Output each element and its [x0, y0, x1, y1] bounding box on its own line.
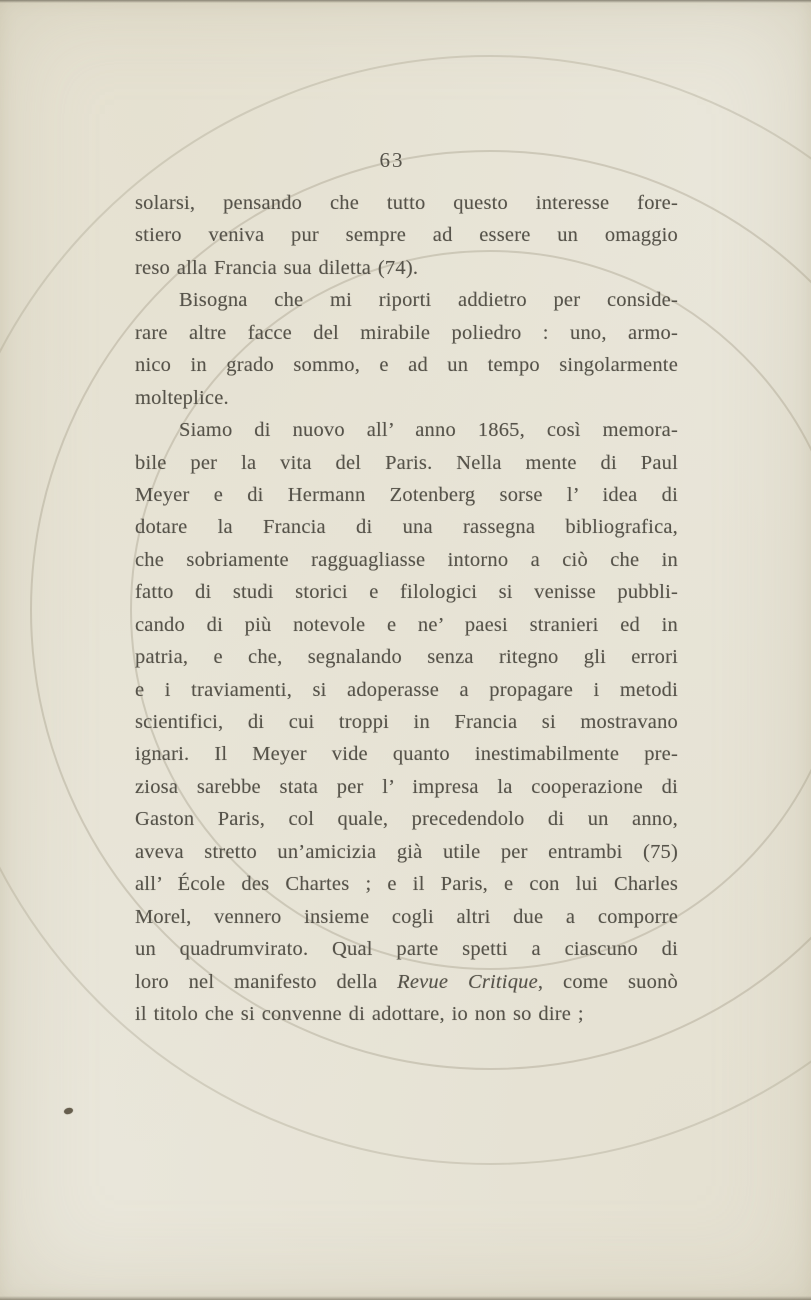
- text-line: [135, 187, 678, 219]
- text-line: [135, 479, 678, 511]
- text-line: [135, 641, 678, 673]
- text-segment: nico in grado sommo, e ad un tempo singolarmente: [135, 354, 678, 377]
- text-line: [135, 738, 678, 770]
- text-line: [135, 317, 678, 349]
- text-segment: all’ École des Chartes ; e il Paris, e con lui Charles: [135, 873, 678, 896]
- text-line: [135, 901, 678, 933]
- text-line: [135, 868, 678, 900]
- text-segment: bile per la vita del Paris. Nella mente di Paul: [135, 451, 678, 474]
- text-segment: scientifici, di cui troppi in Francia si mostravano: [135, 711, 678, 733]
- text-segment: patria, e che, segnalando senza ritegno gli errori: [135, 646, 678, 669]
- text-segment: Meyer e di Hermann Zotenberg sorse l’ idea di: [135, 483, 678, 506]
- text-segment: Gaston Paris, col quale, precedendolo di un anno,: [135, 808, 678, 831]
- ink-spot-blemish: [63, 1107, 73, 1115]
- italic-text-segment: Revue Critique: [397, 970, 538, 993]
- text-segment: il titolo che si convenne di adottare, io non so dire ;: [135, 1002, 584, 1025]
- text-segment: ziosa sarebbe stata per l’ impresa la cooperazione di: [135, 775, 678, 798]
- text-segment: reso alla Francia sua diletta (74).: [135, 256, 419, 279]
- text-segment: solarsi, pensando che tutto questo interesse fore-: [135, 192, 678, 214]
- text-line: [135, 382, 678, 414]
- text-line: [135, 966, 678, 998]
- text-line: [135, 933, 678, 965]
- text-segment: cando di più notevole e ne’ paesi stranieri ed in: [135, 613, 678, 636]
- text-segment: loro nel manifesto della: [135, 970, 398, 993]
- text-line: [135, 836, 678, 868]
- text-segment: dotare la Francia di una rassegna bibliografica,: [135, 516, 678, 539]
- page-edge-top: [0, 0, 811, 3]
- text-line: [135, 771, 678, 803]
- text-segment: , come suonò: [537, 970, 678, 993]
- text-line: [135, 609, 678, 641]
- text-line: [135, 349, 678, 381]
- text-line: [135, 576, 678, 608]
- text-line: [135, 219, 678, 251]
- text-segment: fatto di studi storici e filologici si venisse pubbli-: [135, 581, 678, 604]
- text-segment: un quadrumvirato. Qual parte spetti a ciascuno di: [135, 938, 678, 961]
- text-segment: e i traviamenti, si adoperasse a propagare i metodi: [135, 678, 678, 701]
- text-segment: molteplice.: [135, 386, 229, 409]
- text-line: [135, 414, 678, 446]
- text-line: [135, 447, 678, 479]
- text-segment: Bisogna che mi riporti addietro per conside-: [179, 289, 678, 312]
- page-edge-bottom: [0, 1296, 811, 1300]
- text-segment: rare altre facce del mirabile poliedro : uno, armo-: [135, 321, 678, 344]
- text-segment: ignari. Il Meyer vide quanto inestimabilmente pre-: [135, 743, 678, 766]
- text-segment: che sobriamente ragguagliasse intorno a ciò che in: [135, 548, 678, 571]
- text-line: [135, 998, 678, 1030]
- text-line: [135, 544, 678, 576]
- text-line: [135, 284, 678, 316]
- text-line: [135, 706, 678, 738]
- page-number: 63: [379, 148, 405, 172]
- text-line: [135, 803, 678, 835]
- text-line: [135, 511, 678, 543]
- text-segment: Siamo di nuovo all’ anno 1865, così memora-: [179, 419, 678, 442]
- text-block: [135, 187, 678, 1030]
- text-segment: Morel, vennero insieme cogli altri due a comporre: [135, 905, 678, 928]
- text-segment: aveva stretto un’amicizia già utile per entrambi (75): [135, 840, 678, 863]
- text-segment: stiero veniva pur sempre ad essere un omaggio: [135, 224, 678, 247]
- text-line: [135, 674, 678, 706]
- text-line: [135, 252, 678, 284]
